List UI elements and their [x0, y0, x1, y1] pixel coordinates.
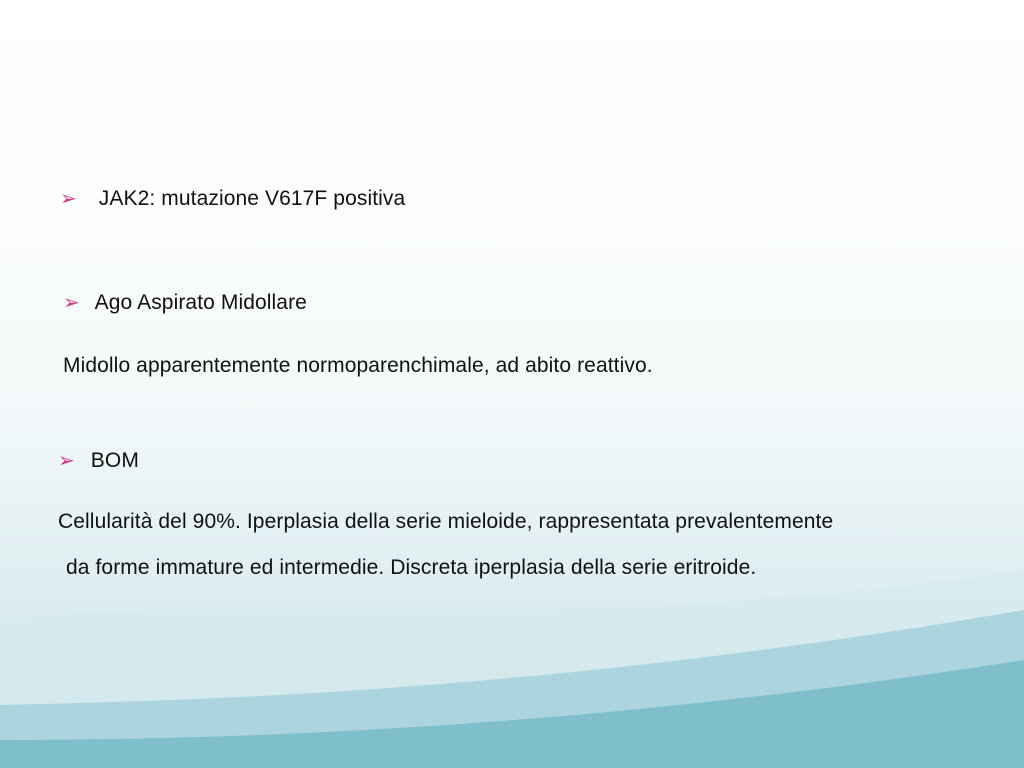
- arrow-bullet-icon: ➢: [58, 450, 75, 472]
- bullet-item-aspirato: [63, 290, 307, 315]
- item-body-line: Midollo apparentemente normoparenchimale, ad abito reattivo.: [63, 354, 653, 377]
- item-heading: BOM: [90, 449, 139, 472]
- item-heading: Ago Aspirato Midollare: [94, 291, 307, 314]
- arrow-bullet-icon: ➢: [60, 188, 77, 210]
- bullet-item-bom: [58, 448, 139, 473]
- bullet-item-jak2: [60, 186, 405, 211]
- item-body-line: da forme immature ed intermedie. Discreta iperplasia della serie eritroide.: [66, 556, 757, 579]
- item-body-line: Cellularità del 90%. Iperplasia della serie mieloide, rappresentata prevalentemente: [58, 510, 834, 533]
- arrow-bullet-icon: ➢: [63, 292, 80, 314]
- item-heading: JAK2: mutazione V617F positiva: [98, 187, 406, 210]
